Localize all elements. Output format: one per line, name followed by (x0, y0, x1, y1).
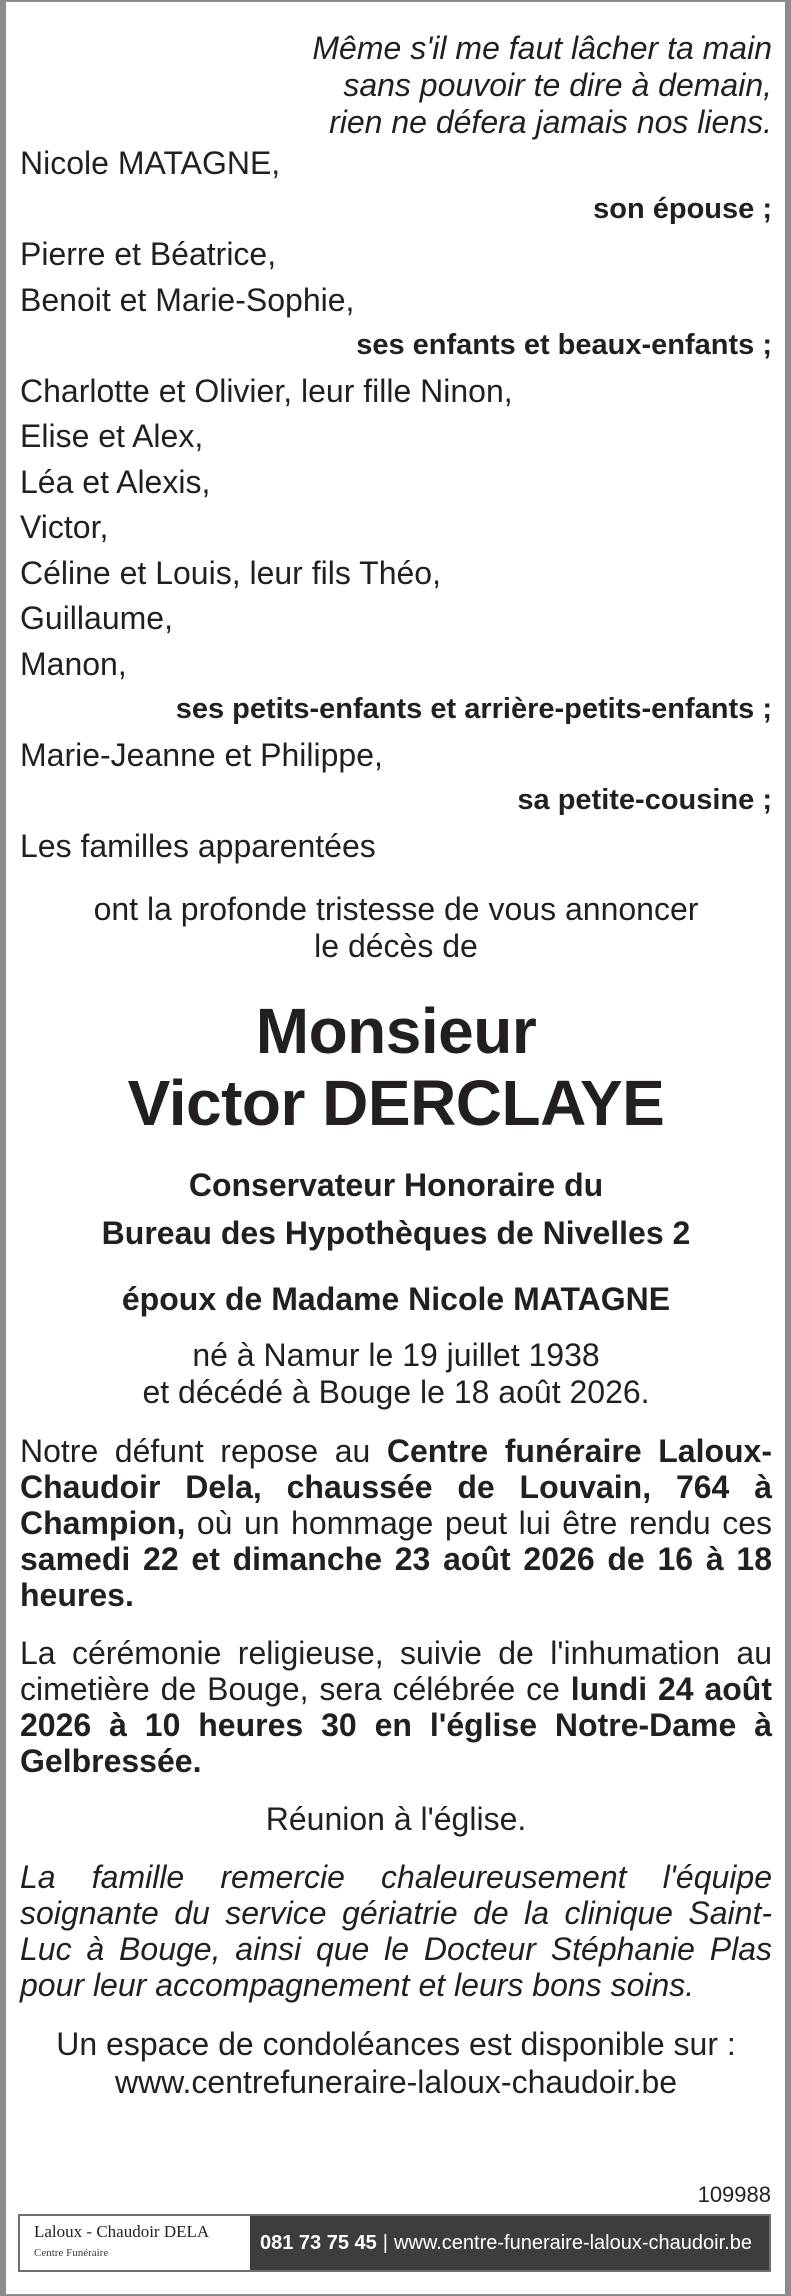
grandchild-name: Manon, (20, 645, 127, 682)
visiting-hours: samedi 22 et dimanche 23 août 2026 de 16 à 18 heures. (20, 1541, 772, 1613)
repose-text: où un hommage peut lui être rendu ces (185, 1505, 772, 1541)
poem-line: Même s'il me faut lâcher ta main (312, 30, 772, 66)
children-role: ses enfants et beaux-enfants ; (356, 329, 772, 361)
spouse-line: époux de Madame Nicole MATAGNE (121, 1281, 671, 1317)
logo-subtitle: Centre Funéraire (34, 2247, 109, 2259)
birth-line: né à Namur le 19 juillet 1938 (192, 1337, 600, 1373)
obituary-content (20, 30, 772, 2101)
phone-number[interactable]: 081 73 75 45 (260, 2231, 377, 2254)
deceased-name: Victor DERCLAYE (127, 1067, 665, 1139)
repose-location: Centre funéraire Laloux-Chaudoir Dela, chaussée de Louvain, 764 à Champion, (20, 1433, 773, 1541)
cousin-role: sa petite-cousine ; (517, 784, 772, 816)
announcement (20, 891, 772, 965)
repose-paragraph (20, 1433, 772, 1613)
funeral-home-logo (20, 2216, 250, 2270)
child-name: Benoit et Marie-Sophie, (20, 281, 355, 318)
wife-name: Nicole MATAGNE, (20, 145, 281, 181)
relatives: Les familles apparentées (20, 827, 376, 864)
announcement-line: le décès de (314, 928, 478, 964)
grandchild-name: Léa et Alexis, (20, 463, 211, 500)
thanks-paragraph: La famille remercie chaleureusement l'équipe soignante du service gériatrie de la clinique Saint-Luc à Bouge, ainsi que le Docteur Stéphanie Plas pour leur accompagnement et leurs bons soins. (20, 1859, 772, 2003)
condolences (20, 2025, 772, 2101)
wife-role: son épouse ; (593, 192, 772, 225)
ceremony-text: La cérémonie religieuse, suivie de l'inhumation au cimetière de Bouge, sera célébrée ce (20, 1635, 772, 1707)
deceased-title (20, 1161, 772, 1257)
separator: | (382, 2231, 388, 2254)
grandchild-name: Céline et Louis, leur fils Théo, (20, 554, 441, 591)
poem-line: rien ne défera jamais nos liens. (329, 104, 772, 140)
reference-number: 109988 (697, 2182, 771, 2207)
cousin-name: Marie-Jeanne et Philippe, (20, 736, 383, 773)
grandchild-name: Elise et Alex, (20, 418, 204, 454)
deceased-name-block (20, 995, 772, 1139)
condolences-text: Un espace de condoléances est disponible sur : (56, 2026, 736, 2062)
reunion-note: Réunion à l'église. (265, 1801, 527, 1837)
funeral-home-footer (18, 2214, 771, 2272)
website-link[interactable]: www.centre-funeraire-laloux-chaudoir.be (393, 2231, 752, 2254)
child-name: Pierre et Béatrice, (20, 236, 277, 272)
life-dates (20, 1337, 772, 1411)
poem-line: sans pouvoir te dire à demain, (343, 67, 772, 103)
contact-bar (250, 2216, 769, 2270)
repose-text: Notre défunt repose au (20, 1433, 387, 1469)
salutation: Monsieur (255, 995, 537, 1067)
ceremony-paragraph (20, 1635, 772, 1779)
announcement-line: ont la profonde tristesse de vous annoncer (93, 891, 699, 927)
death-line: et décédé à Bouge le 18 août 2026. (142, 1374, 650, 1410)
grandchildren-role: ses petits-enfants et arrière-petits-enfants ; (175, 693, 772, 725)
ceremony-datetime: lundi 24 août 2026 à 10 heures 30 en l'église Notre-Dame à Gelbressée. (20, 1671, 772, 1779)
grandchild-name: Charlotte et Olivier, leur fille Ninon, (20, 372, 513, 409)
title-line: Bureau des Hypothèques de Nivelles 2 (101, 1215, 691, 1251)
family-list (20, 141, 772, 869)
poem (20, 30, 772, 141)
logo-text: Laloux - Chaudoir DELA (34, 2222, 210, 2241)
grandchild-name: Guillaume, (20, 600, 173, 636)
condolences-url[interactable]: www.centrefuneraire-laloux-chaudoir.be (114, 2064, 678, 2100)
title-line: Conservateur Honoraire du (188, 1167, 604, 1203)
grandchild-name: Victor, (20, 509, 109, 545)
